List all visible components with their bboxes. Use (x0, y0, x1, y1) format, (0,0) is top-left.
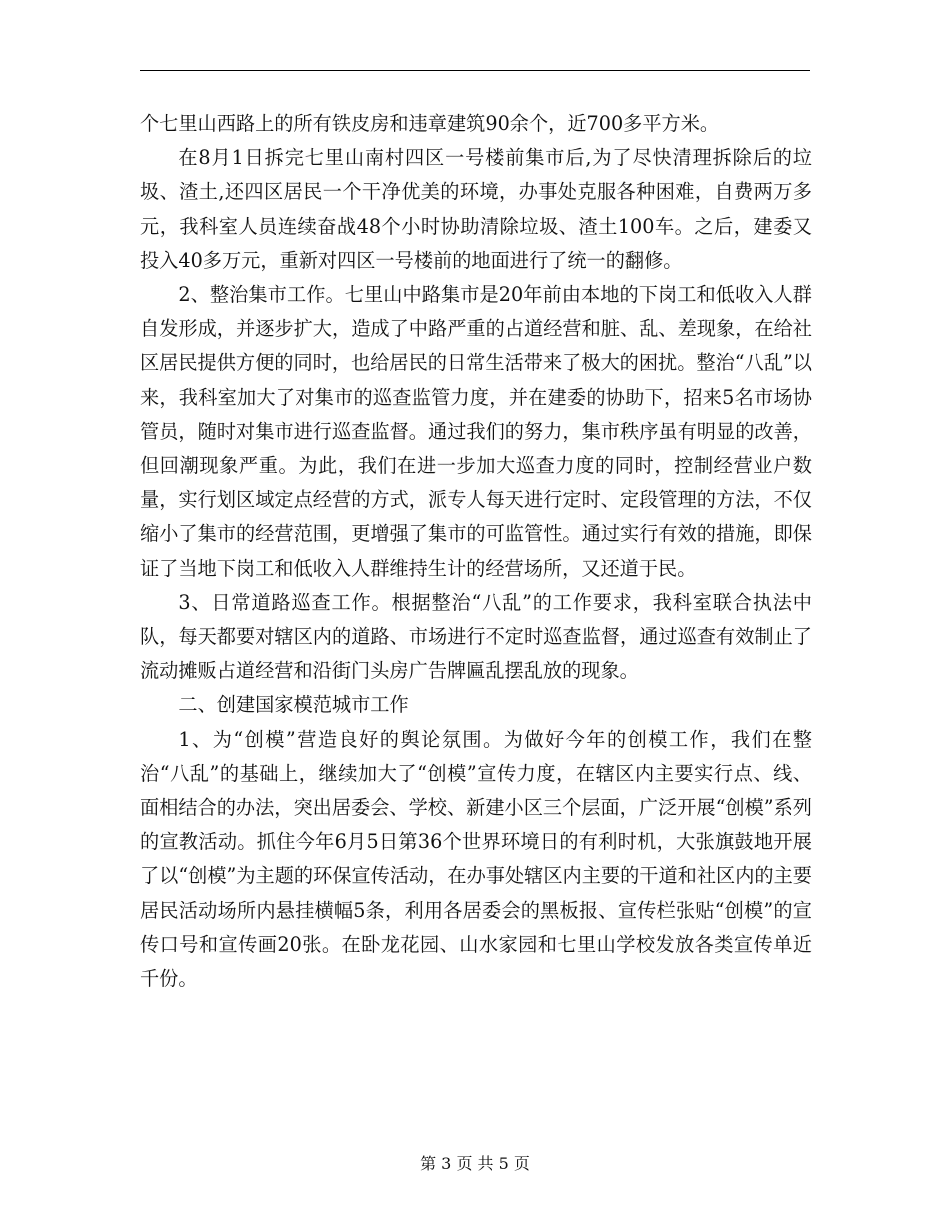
body-text (140, 107, 812, 996)
paragraph: 3、日常道路巡查工作。根据整治“八乱”的工作要求，我科室联合执法中队，每天都要对辖区内的道路、市场进行不定时巡查监督，通过巡查有效制止了流动摊贩占道经营和沿街门头房广告牌匾乱摆乱放的现象。 (140, 590, 812, 683)
paragraph: 在8月1日拆完七里山南村四区一号楼前集市后,为了尽快清理拆除后的垃圾、渣土,还四区居民一个干净优美的环境，办事处克服各种困难，自费两万多元，我科室人员连续奋战48个小时协助清除垃圾、渣土100车。之后，建委又投入40多万元，重新对四区一号楼前的地面进行了统一的翻修。 (140, 146, 812, 272)
section-heading: 二、创建国家模范城市工作 (178, 693, 409, 717)
paragraph: 1、为“创模”营造良好的舆论氛围。为做好今年的创模工作，我们在整治“八乱”的基础上，继续加大了“创模”宣传力度，在辖区内主要实行点、线、面相结合的办法，突出居委会、学校、新建小区三个层面，广泛开展“创模”系列的宣教活动。抓住今年6月5日第36个世界环境日的有利时机，大张旗鼓地开展了以“创模”为主题的环保宣传活动，在办事处辖区内主要的干道和社区内的主要居民活动场所内悬挂横幅5条，利用各居委会的黑板报、宣传栏张贴“创模”的宣传口号和宣传画20张。在卧龙花园、山水家园和七里山学校发放各类宣传单近千份。 (140, 727, 812, 991)
paragraph: 个七里山西路上的所有铁皮房和违章建筑90余个，近700多平方米。 (140, 112, 720, 135)
page-number: 第 3 页 共 5 页 (420, 1154, 530, 1173)
paragraph: 2、整治集市工作。七里山中路集市是20年前由本地的下岗工和低收入人群自发形成，并逐步扩大，造成了中路严重的占道经营和脏、乱、差现象，在给社区居民提供方便的同时，也给居民的日常生活带来了极大的困扰。整治“八乱”以来，我科室加大了对集市的巡查监管力度，并在建委的协助下，招来5名市场协管员，随时对集市进行巡查监督。通过我们的努力，集市秩序虽有明显的改善，但回潮现象严重。为此，我们在进一步加大巡查力度的同时，控制经营业户数量，实行划区域定点经营的方式，派专人每天进行定时、定段管理的方法，不仅缩小了集市的经营范围，更增强了集市的可监管性。通过实行有效的措施，即保证了当地下岗工和低收入人群维持生计的经营场所，又还道于民。 (140, 283, 812, 580)
header-rule (140, 70, 810, 71)
